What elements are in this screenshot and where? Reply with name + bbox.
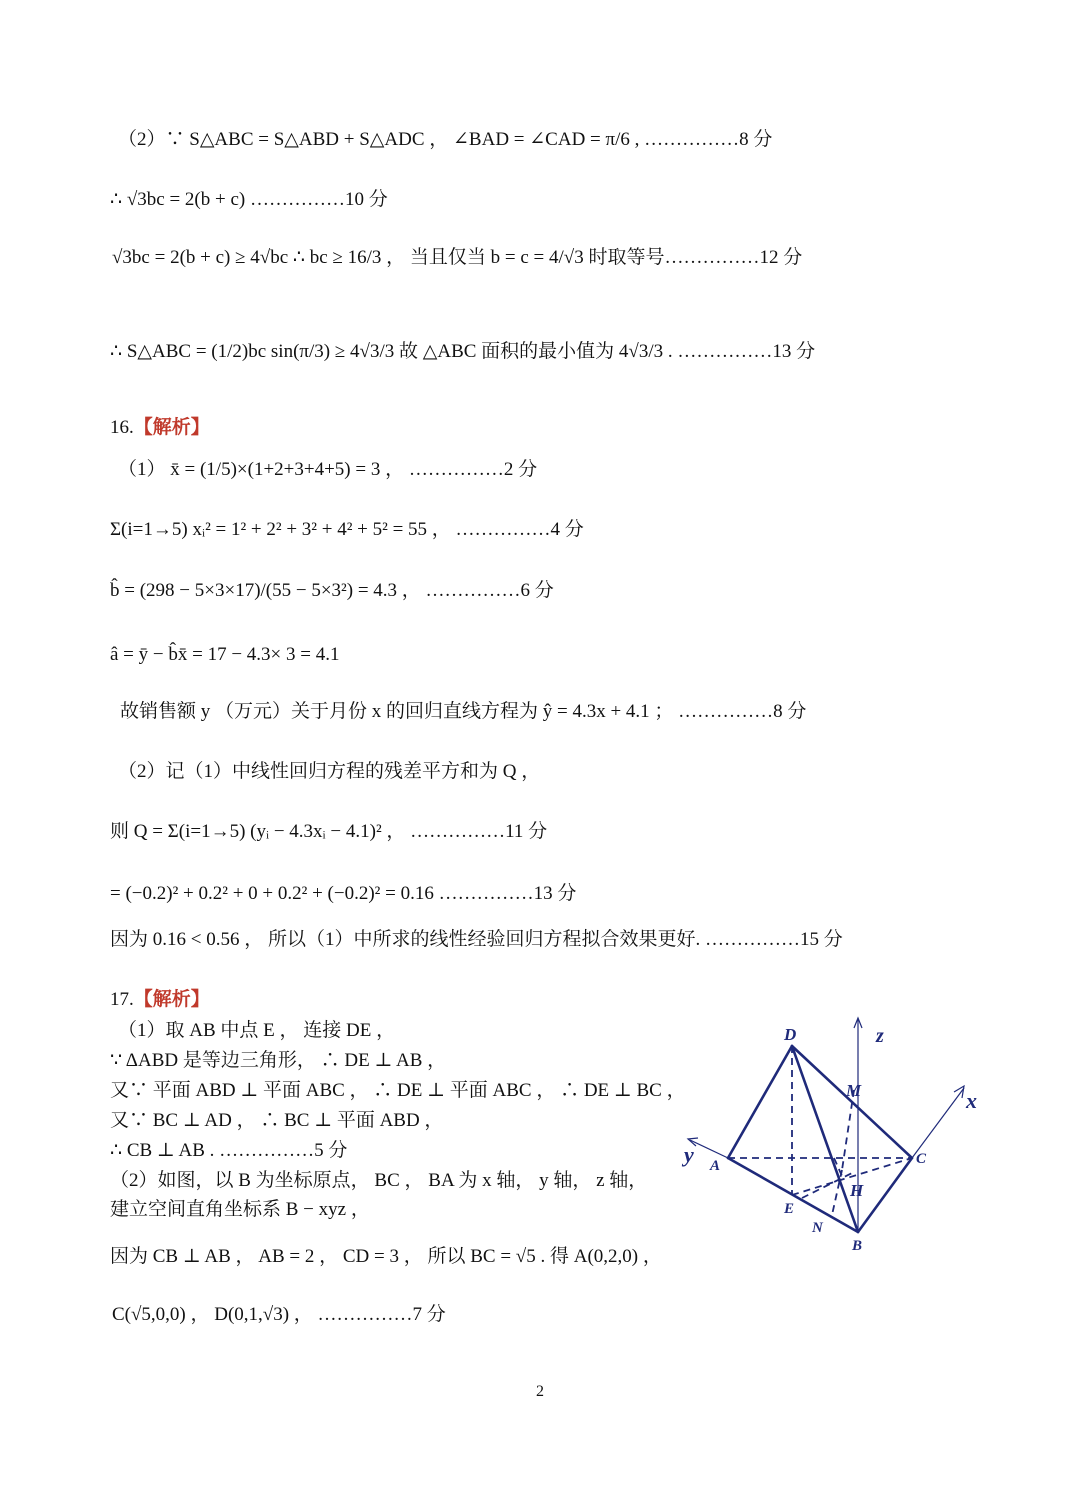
solution-line: b̂ = (298 − 5×3×17)/(55 − 5×3²) = 4.3 ， ……………6 分 bbox=[110, 580, 554, 601]
solution-line: 则 Q = Σ(i=1→5) (yᵢ − 4.3xᵢ − 4.1)² ， ……………11 分 bbox=[110, 821, 548, 842]
label-d: D bbox=[784, 1025, 797, 1044]
solution-line: 建立空间直角坐标系 B − xyz ， bbox=[110, 1199, 370, 1220]
solution-line: ∴ CB ⊥ AB . ……………5 分 bbox=[110, 1140, 348, 1161]
pyramid-coordinate-figure bbox=[672, 1010, 1002, 1260]
label-c: C bbox=[916, 1151, 927, 1167]
solution-line: 又∵ 平面 ABD ⊥ 平面 ABC ， ∴ DE ⊥ 平面 ABC ， ∴ DE ⊥ BC ， bbox=[110, 1080, 686, 1101]
solution-line: Σ(i=1→5) xᵢ² = 1² + 2² + 3² + 4² + 5² = 55 ， ……………4 分 bbox=[110, 519, 584, 540]
label-z: z bbox=[876, 1025, 884, 1047]
solution-line: （2）∵ S△ABC = S△ABD + S△ADC ， ∠BAD = ∠CAD = π/6 , ……………8 分 bbox=[118, 129, 773, 150]
label-y: y bbox=[684, 1142, 694, 1167]
solution-line: （2）记（1）中线性回归方程的残差平方和为 Q ， bbox=[118, 761, 541, 782]
solution-line: （2）如图，以 B 为坐标原点， BC ， BA 为 x 轴， y 轴， z 轴， bbox=[110, 1170, 648, 1191]
solution-line: （1） x̄ = (1/5)×(1+2+3+4+5) = 3 ， ……………2 分 bbox=[118, 459, 538, 480]
analysis-tag: 【解析】 bbox=[133, 416, 210, 438]
label-b: B bbox=[852, 1238, 863, 1254]
analysis-tag: 【解析】 bbox=[133, 988, 210, 1010]
label-m: M bbox=[846, 1081, 862, 1100]
page-number: 2 bbox=[536, 1383, 544, 1400]
label-e: E bbox=[784, 1201, 795, 1217]
solution-line: 又∵ BC ⊥ AD ， ∴ BC ⊥ 平面 ABD ， bbox=[110, 1110, 444, 1131]
solution-line: ∴ S△ABC = (1/2)bc sin(π/3) ≥ 4√3/3 故 △ABC 面积的最小值为 4√3/3 . ……………13 分 bbox=[110, 341, 816, 362]
label-n: N bbox=[812, 1220, 823, 1236]
solution-line: 因为 CB ⊥ AB ， AB = 2 ， CD = 3 ， 所以 BC = √5 . 得 A(0,2,0) ， bbox=[110, 1246, 662, 1267]
solution-line: 故销售额 y （万元）关于月份 x 的回归直线方程为 ŷ = 4.3x + 4.1 ； ……………8 分 bbox=[120, 701, 807, 722]
section-header-16 bbox=[110, 418, 210, 437]
solution-line: = (−0.2)² + 0.2² + 0 + 0.2² + (−0.2)² = 0.16 ……………13 分 bbox=[110, 883, 577, 904]
solution-line: （1）取 AB 中点 E ， 连接 DE ， bbox=[118, 1020, 396, 1041]
question-number: 17. bbox=[110, 989, 134, 1010]
solution-line: √3bc = 2(b + c) ≥ 4√bc ∴ bc ≥ 16/3 ， 当且仅当 b = c = 4/√3 时取等号……………12 分 bbox=[112, 247, 803, 268]
solution-line: ∴ √3bc = 2(b + c) ……………10 分 bbox=[110, 189, 388, 210]
solution-line: ∵ ΔABD 是等边三角形， ∴ DE ⊥ AB ， bbox=[110, 1050, 447, 1071]
label-a: A bbox=[710, 1158, 721, 1174]
solution-line: â = ȳ − b̂x̄ = 17 − 4.3× 3 = 4.1 bbox=[110, 644, 340, 665]
solution-line: 因为 0.16 < 0.56 ， 所以（1）中所求的线性经验回归方程拟合效果更好. ……………15 分 bbox=[110, 929, 843, 950]
solution-line: C(√5,0,0) ， D(0,1,√3) ， ……………7 分 bbox=[112, 1304, 446, 1325]
label-x: x bbox=[966, 1088, 977, 1113]
label-h: H bbox=[850, 1181, 864, 1200]
section-header-17 bbox=[110, 990, 210, 1009]
question-number: 16. bbox=[110, 417, 134, 438]
